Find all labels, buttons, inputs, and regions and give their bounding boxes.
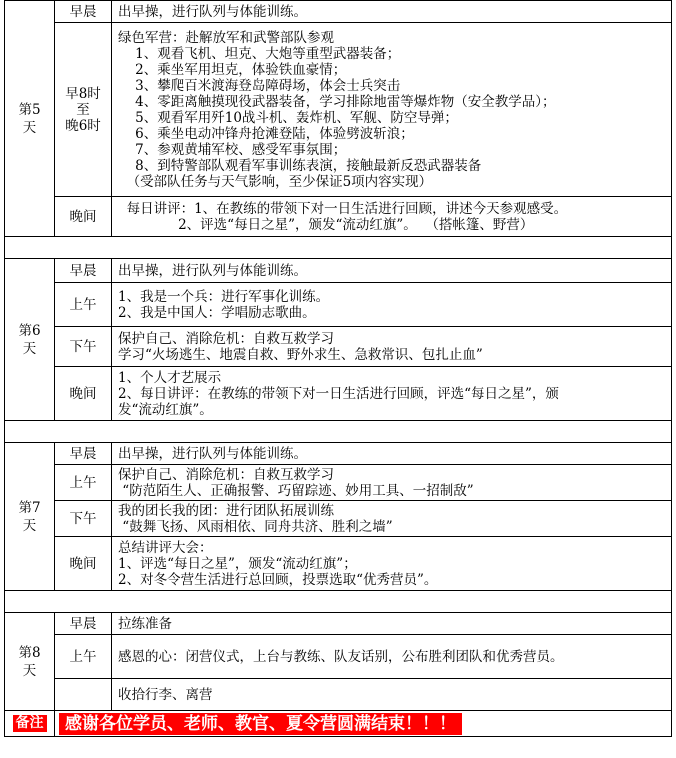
day-label-cell xyxy=(5,613,55,711)
day-label-cell xyxy=(5,1,55,237)
note-label: 备注 xyxy=(13,715,47,732)
time-slot-label: 上午 xyxy=(69,648,97,665)
activity-line: 保护自己、消除危机：自救互救学习 xyxy=(118,466,334,483)
time-slot-label: 下午 xyxy=(69,510,97,527)
activity-cell xyxy=(112,613,672,635)
separator-cell xyxy=(5,591,672,613)
time-slot-cell xyxy=(55,501,112,537)
activity-line: 总结讲评大会： xyxy=(118,539,213,556)
time-slot-label: 早晨 xyxy=(69,3,97,20)
activity-line: 感恩的心：闭营仪式，上台与教练、队友话别，公布胜利团队和优秀营员。 xyxy=(118,648,564,665)
activity-line: 拉练准备 xyxy=(118,615,172,632)
activity-line: 我的团长我的团：进行团队拓展训练 xyxy=(118,502,334,519)
activity-line: 1、评选“每日之星”，颁发“流动红旗”； xyxy=(118,555,357,572)
time-slot-label: 早晨 xyxy=(69,262,97,279)
time-slot-cell xyxy=(55,367,112,421)
activity-line: 2、乘坐军用坦克，体验铁血豪情； xyxy=(118,61,347,78)
activity-line: 保护自己、消除危机：自救互救学习 xyxy=(118,330,334,347)
activity-line: 出早操，进行队列与体能训练。 xyxy=(118,3,307,20)
schedule-table xyxy=(4,0,672,737)
day-separator xyxy=(5,421,672,443)
time-slot-cell xyxy=(55,465,112,501)
time-slot-cell xyxy=(55,259,112,283)
activity-cell xyxy=(112,283,672,327)
activity-line: 出早操，进行队列与体能训练。 xyxy=(118,445,307,462)
activity-cell xyxy=(112,367,672,421)
time-slot-cell xyxy=(55,613,112,635)
day-label: 第6 xyxy=(18,322,41,339)
note-banner: 感谢各位学员、老师、教官、夏令营圆满结束！！！ xyxy=(59,713,462,735)
day-label-cell xyxy=(5,259,55,421)
time-slot-label: 至 xyxy=(76,101,90,118)
schedule-row xyxy=(5,465,672,501)
schedule-row xyxy=(5,443,672,465)
day-label: 第7 xyxy=(18,499,41,516)
schedule-row xyxy=(5,679,672,711)
schedule-row xyxy=(5,635,672,679)
activity-cell xyxy=(112,197,672,237)
time-slot-label: 晚间 xyxy=(69,208,97,225)
activity-line: 每日讲评：1、在教练的带领下对一日生活进行回顾，讲述今天参观感受。 xyxy=(118,200,568,217)
time-slot-label: 上午 xyxy=(69,474,97,491)
time-slot-cell xyxy=(55,327,112,367)
schedule-row xyxy=(5,501,672,537)
note-row xyxy=(5,711,672,737)
time-slot-cell xyxy=(55,1,112,23)
day-label: 天 xyxy=(22,119,37,136)
day-label-cell xyxy=(5,443,55,591)
activity-cell xyxy=(112,1,672,23)
activity-line: 发“流动红旗”。 xyxy=(118,401,213,418)
time-slot-label: 晚间 xyxy=(69,555,97,572)
day-label: 天 xyxy=(22,517,37,534)
time-slot-label: 晚间 xyxy=(69,385,97,402)
activity-line: 6、乘坐电动冲锋舟抢滩登陆，体验劈波斩浪； xyxy=(118,125,414,142)
activity-line: 1、我是一个兵：进行军事化训练。 xyxy=(118,288,330,305)
time-slot-label: 早晨 xyxy=(69,445,97,462)
time-slot-cell xyxy=(55,537,112,591)
schedule-row xyxy=(5,283,672,327)
time-slot-label: 早8时 xyxy=(65,85,101,102)
activity-line: 3、攀爬百米渡海登岛障碍场，体会士兵突击 xyxy=(118,77,401,94)
activity-line: 7、参观黄埔军校、感受军事氛围； xyxy=(118,141,347,158)
schedule-row xyxy=(5,1,672,23)
time-slot-label: 早晨 xyxy=(69,615,97,632)
activity-line: 出早操，进行队列与体能训练。 xyxy=(118,262,307,279)
time-slot-label: 下午 xyxy=(69,338,97,355)
activity-cell xyxy=(112,259,672,283)
activity-line: 2、每日讲评：在教练的带领下对一日生活进行回顾，评选“每日之星”，颁 xyxy=(118,385,559,402)
activity-line: “鼓舞飞扬、风雨相依、同舟共济、胜利之墙” xyxy=(118,518,393,535)
note-label-cell xyxy=(5,711,55,737)
activity-line: 4、零距离触摸现役武器装备，学习排除地雷等爆炸物（安全教学品）； xyxy=(118,93,556,110)
time-slot-cell xyxy=(55,443,112,465)
time-slot-label: 晚6时 xyxy=(65,117,101,134)
activity-line: 2、对冬令营生活进行总回顾，投票选取“优秀营员”。 xyxy=(118,571,438,588)
separator-cell xyxy=(5,237,672,259)
time-slot-cell xyxy=(55,23,112,197)
time-slot-cell xyxy=(55,679,112,711)
activity-cell xyxy=(112,679,672,711)
time-slot-cell xyxy=(55,197,112,237)
time-slot-label: 上午 xyxy=(69,296,97,313)
activity-line: 1、观看飞机、坦克、大炮等重型武器装备； xyxy=(118,45,401,62)
time-slot-cell xyxy=(55,635,112,679)
schedule-row xyxy=(5,197,672,237)
schedule-row xyxy=(5,537,672,591)
activity-line: （受部队任务与天气影响，至少保证5项内容实现） xyxy=(118,173,433,190)
activity-cell xyxy=(112,501,672,537)
note-text-cell xyxy=(55,711,672,737)
activity-cell xyxy=(112,23,672,197)
activity-line: 绿色军营：赴解放军和武警部队参观 xyxy=(118,29,334,46)
activity-line: “防范陌生人、正确报警、巧留踪迹、妙用工具、一招制敌” xyxy=(118,482,474,499)
activity-cell xyxy=(112,537,672,591)
activity-cell xyxy=(112,443,672,465)
schedule-row xyxy=(5,327,672,367)
activity-line: 5、观看军用歼10战斗机、轰炸机、军舰、防空导弹； xyxy=(118,109,458,126)
day-label: 天 xyxy=(22,662,37,679)
activity-line: 学习“火场逃生、地震自救、野外求生、急救常识、包扎止血” xyxy=(118,346,483,363)
activity-line: 2、我是中国人：学唱励志歌曲。 xyxy=(118,304,316,321)
day-separator xyxy=(5,237,672,259)
activity-line: 收拾行李、离营 xyxy=(118,686,213,703)
activity-cell xyxy=(112,635,672,679)
activity-line: 2、评选“每日之星”，颁发“流动红旗”。 （搭帐篷、野营） xyxy=(118,216,534,233)
day-separator xyxy=(5,591,672,613)
schedule-row xyxy=(5,259,672,283)
activity-line: 8、到特警部队观看军事训练表演，接触最新反恐武器装备 xyxy=(118,157,482,174)
separator-cell xyxy=(5,421,672,443)
day-label: 第5 xyxy=(18,101,41,118)
activity-cell xyxy=(112,327,672,367)
schedule-row xyxy=(5,613,672,635)
day-label: 天 xyxy=(22,340,37,357)
schedule-row xyxy=(5,23,672,197)
time-slot-cell xyxy=(55,283,112,327)
schedule-row xyxy=(5,367,672,421)
day-label: 第8 xyxy=(18,644,41,661)
activity-line: 1、个人才艺展示 xyxy=(118,369,222,386)
activity-cell xyxy=(112,465,672,501)
